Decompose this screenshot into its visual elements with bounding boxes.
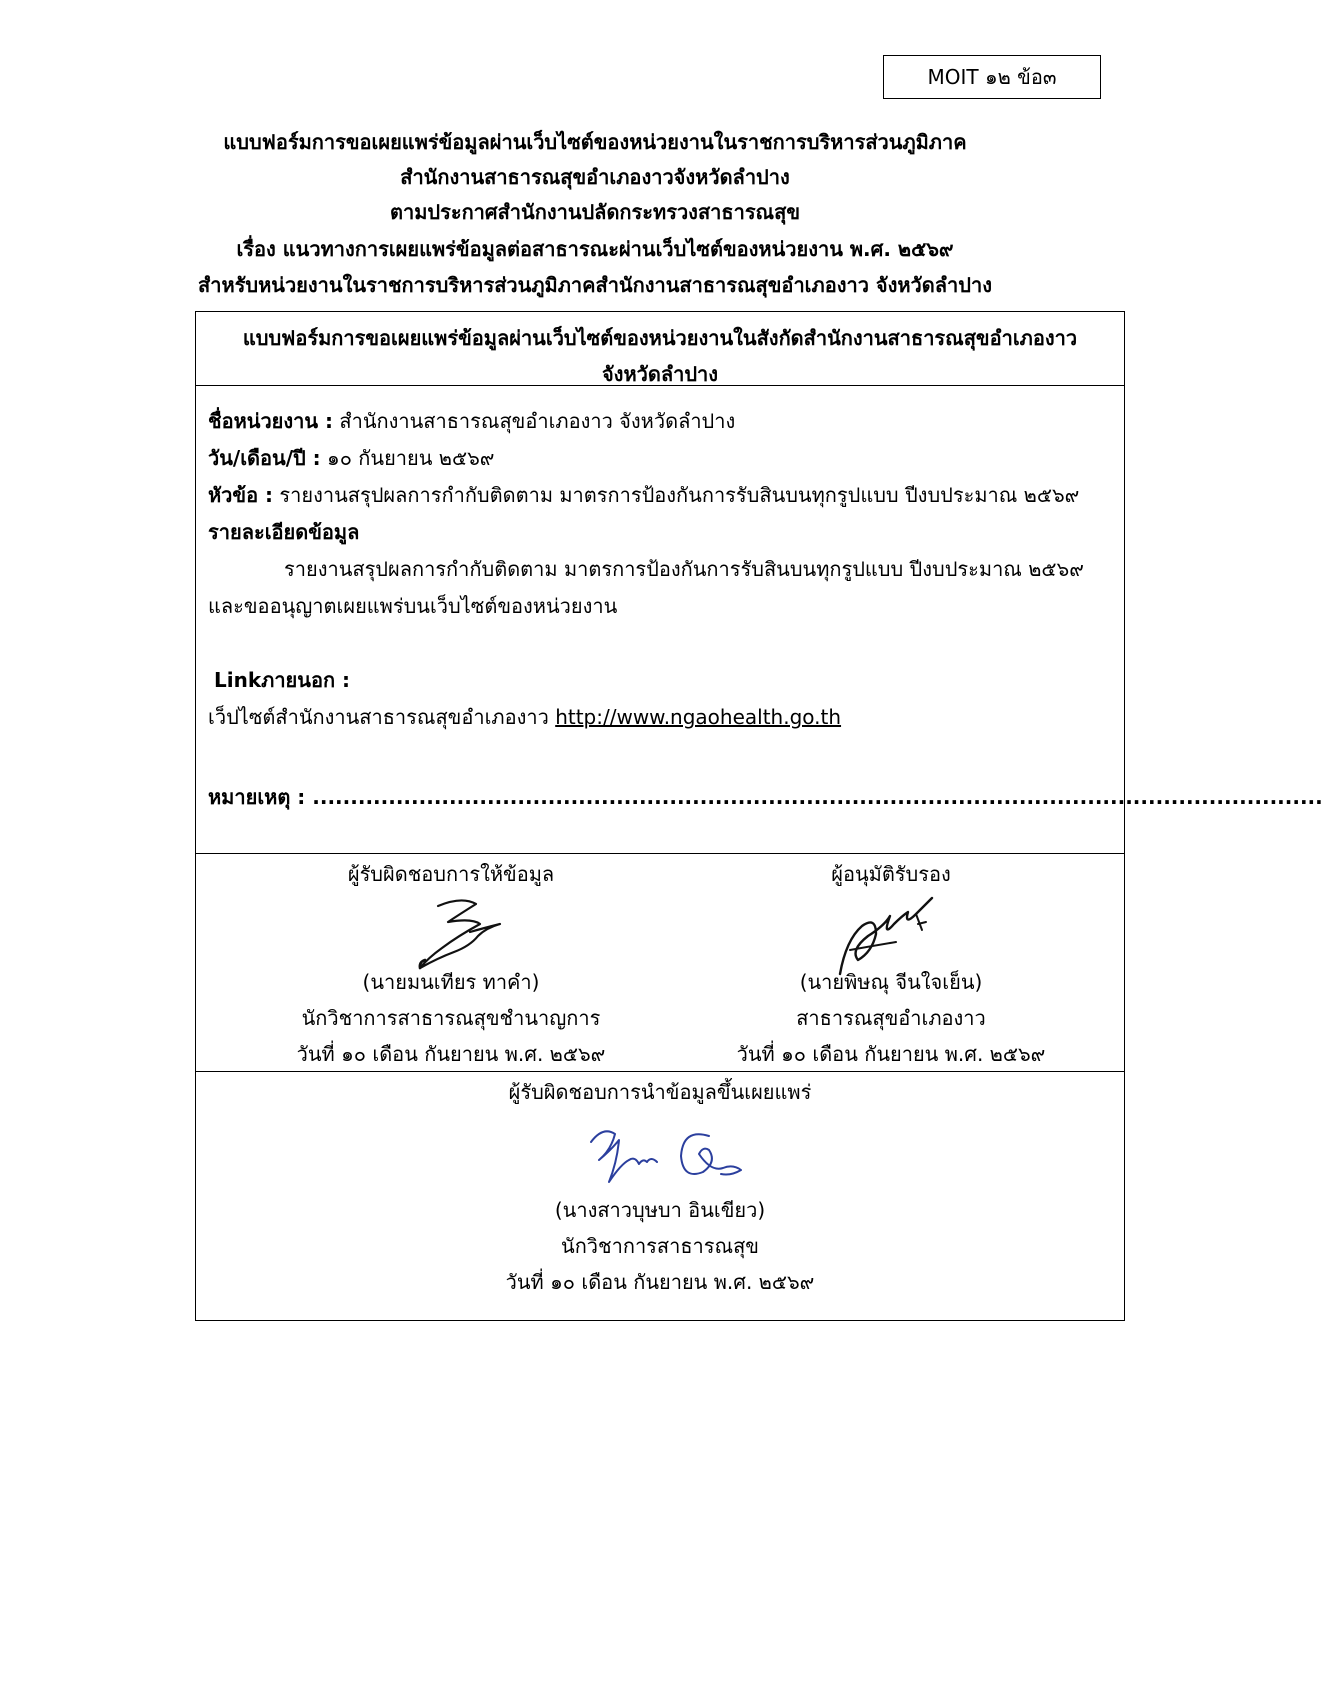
note-dots: ..................................................................................................................................... <box>305 785 1323 809</box>
bottom-signatory-name: (นางสาวบุษบา อินเขียว) <box>554 1198 766 1222</box>
left-signatory-name: (นายมนเทียร ทาคำ) <box>362 970 540 994</box>
heading-line-2: สำนักงานสาธารณสุขอำเภองาวจังหวัดลำปาง <box>400 165 790 189</box>
form-title-line-1: แบบฟอร์มการขอเผยแพร่ข้อมูลผ่านเว็บไซต์ของหน่วยงานในสังกัดสำนักงานสาธารณสุขอำเภองาว <box>242 326 1078 350</box>
heading-line-3: ตามประกาศสำนักงานปลัดกระทรวงสาธารณสุข <box>389 200 800 224</box>
right-signatory-role: ผู้อนุมัติรับรอง <box>831 862 951 886</box>
right-signatory-date: วันที่ ๑๐ เดือน กันยายน พ.ศ. ๒๕๖๙ <box>736 1042 1046 1066</box>
topic-label: หัวข้อ : <box>208 483 274 507</box>
form-title <box>196 320 1124 392</box>
note-label: หมายเหตุ : <box>208 785 306 809</box>
heading-line-1: แบบฟอร์มการขอเผยแพร่ข้อมูลผ่านเว็บไซต์ของหน่วยงานในราชการบริหารส่วนภูมิภาค <box>223 130 967 154</box>
form-divider-bottom <box>196 1071 1124 1072</box>
detail-line-1: รายงานสรุปผลการกำกับติดตาม มาตรการป้องกันการรับสินบนทุกรูปแบบ ปีงบประมาณ ๒๕๖๙ <box>284 557 1084 581</box>
topic-row <box>208 480 1079 510</box>
note-row <box>208 782 1323 812</box>
moit-code-label: MOIT ๑๒ ข้อ๓ <box>927 65 1057 89</box>
form-divider-top <box>196 385 1124 386</box>
detail-line-2: และขออนุญาตเผยแพร่บนเว็บไซต์ของหน่วยงาน <box>208 594 618 618</box>
left-signatory-position: นักวิชาการสาธารณสุขชำนาญการ <box>301 1006 601 1030</box>
bottom-signature-image <box>581 1120 751 1190</box>
bottom-signatory-role: ผู้รับผิดชอบการนำข้อมูลขึ้นเผยแพร่ <box>508 1080 812 1104</box>
unit-row <box>208 406 735 436</box>
detail-label: รายละเอียดข้อมูล <box>208 520 360 544</box>
left-signatory-date: วันที่ ๑๐ เดือน กันยายน พ.ศ. ๒๕๖๙ <box>296 1042 606 1066</box>
form-title-line-2: จังหวัดลำปาง <box>601 362 719 386</box>
date-label: วัน/เดือน/ปี : <box>208 446 321 470</box>
left-signature-image <box>416 892 516 972</box>
website-link[interactable]: http://www.ngaohealth.go.th <box>555 705 842 729</box>
bottom-signatory-date: วันที่ ๑๐ เดือน กันยายน พ.ศ. ๒๕๖๙ <box>505 1270 815 1294</box>
external-link-row <box>208 702 841 732</box>
unit-value: สำนักงานสาธารณสุขอำเภองาว จังหวัดลำปาง <box>333 409 736 433</box>
date-value: ๑๐ กันยายน ๒๕๖๙ <box>320 446 495 470</box>
moit-code-box <box>883 55 1101 99</box>
date-row <box>208 443 494 473</box>
heading-line-5: สำหรับหน่วยงานในราชการบริหารส่วนภูมิภาคสำนักงานสาธารณสุขอำเภองาว จังหวัดลำปาง <box>198 273 992 297</box>
heading-line-4: เรื่อง แนวทางการเผยแพร่ข้อมูลต่อสาธารณะผ่านเว็บไซต์ของหน่วยงาน พ.ศ. ๒๕๖๙ <box>236 237 954 261</box>
unit-label: ชื่อหน่วยงาน : <box>208 409 334 433</box>
right-signatory-position: สาธารณสุขอำเภองาว <box>796 1006 986 1030</box>
form-divider-middle <box>196 853 1124 854</box>
bottom-signatory-position: นักวิชาการสาธารณสุข <box>561 1234 759 1258</box>
left-signatory-role: ผู้รับผิดชอบการให้ข้อมูล <box>347 862 555 886</box>
topic-value: รายงานสรุปผลการกำกับติดตาม มาตรการป้องกันการรับสินบนทุกรูปแบบ ปีงบประมาณ ๒๕๖๙ <box>273 483 1080 507</box>
external-link-label: Linkภายนอก : <box>214 668 351 692</box>
right-signatory-name: (นายพิษณุ จีนใจเย็น) <box>799 970 983 994</box>
website-label: เว็ปไซต์สำนักงานสาธารณสุขอำเภองาว <box>208 705 556 729</box>
request-form-table <box>195 311 1323 1321</box>
